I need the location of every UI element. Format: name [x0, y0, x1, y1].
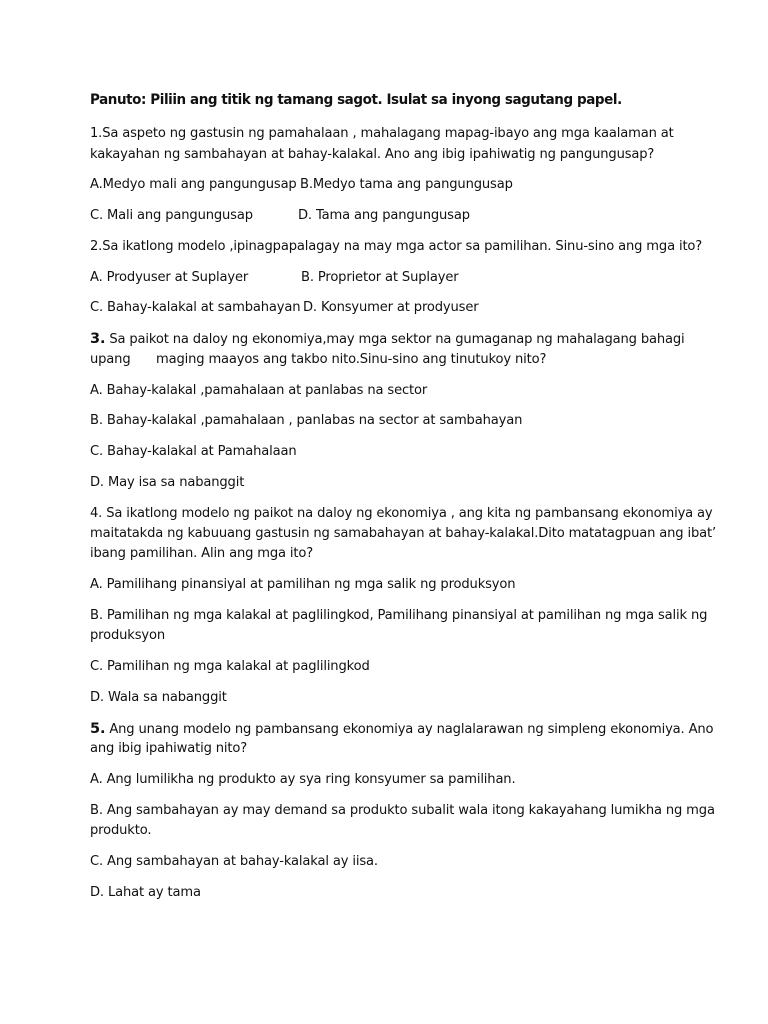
- question-1-option-c: C. Mali ang pangungusap: [90, 208, 253, 223]
- question-4-option-a: A. Pamilihang pinansiyal at pamilihan ng mga salik ng produksyon: [90, 577, 516, 592]
- question-4-option-b-line-2: produksyon: [90, 628, 165, 643]
- question-4-option-b-line-1: B. Pamilihan ng mga kalakal at paglilingkod, Pamilihang pinansiyal at pamilihan ng mga salik ng: [90, 608, 708, 623]
- question-2-options-cd: [90, 298, 479, 318]
- question-3-option-b: B. Bahay-kalakal ,pamahalaan , panlabas na sector at sambahayan: [90, 413, 523, 428]
- question-2-option-d: D. Konsyumer at prodyuser: [303, 300, 479, 315]
- question-3-option-d: D. May isa sa nabanggit: [90, 475, 245, 490]
- question-5-option-d: D. Lahat ay tama: [90, 885, 201, 900]
- question-2-option-a: A. Prodyuser at Suplayer: [90, 270, 249, 285]
- question-2-option-b: B. Proprietor at Suplayer: [301, 270, 459, 285]
- question-1-option-a: A.Medyo mali ang pangungusap: [90, 177, 297, 192]
- question-3-line-2-start: upang: [90, 352, 131, 367]
- question-4-line-2: maitatakda ng kabuuang gastusin ng samabahayan at bahay-kalakal.Dito matatagpuan ang ibat’: [90, 526, 716, 541]
- question-1-line-1: 1.Sa aspeto ng gastusin ng pamahalaan , mahalagang mapag-ibayo ang mga kaalaman at: [90, 126, 674, 141]
- question-4-line-3: ibang pamilihan. Alin ang mga ito?: [90, 546, 314, 561]
- question-5-line-1: [90, 719, 713, 740]
- question-1-option-b: B.Medyo tama ang pangungusap: [300, 177, 513, 192]
- question-2-line-1: 2.Sa ikatlong modelo ,ipinagpapalagay na may mga actor sa pamilihan. Sinu-sino ang mga ito?: [90, 239, 703, 254]
- question-5-text: Ang unang modelo ng pambansang ekonomiya ay naglalarawan ng simpleng ekonomiya. Ano: [105, 722, 714, 737]
- question-2-option-c: C. Bahay-kalakal at sambahayan: [90, 300, 301, 315]
- question-5-option-c: C. Ang sambahayan at bahay-kalakal ay iisa.: [90, 854, 378, 869]
- question-1-options-cd: [90, 206, 470, 226]
- question-3-line-2-end: maging maayos ang takbo nito.Sinu-sino ang tinutukoy nito?: [156, 352, 547, 367]
- question-5-number: 5.: [90, 721, 106, 737]
- question-3-line-2: [90, 350, 547, 370]
- question-3-line-1: [90, 329, 685, 350]
- question-5-line-2: ang ibig ipahiwatig nito?: [90, 741, 248, 756]
- question-3-number: 3.: [90, 331, 106, 347]
- question-4-option-d: D. Wala sa nabanggit: [90, 690, 227, 705]
- question-1-line-2: kakayahan ng sambahayan at bahay-kalakal. Ano ang ibig ipahiwatig ng pangungusap?: [90, 147, 655, 162]
- question-2-options-ab: [90, 268, 459, 288]
- instruction-heading: Panuto: Piliin ang titik ng tamang sagot. Isulat sa inyong sagutang papel.: [90, 92, 622, 108]
- question-4-line-1: 4. Sa ikatlong modelo ng paikot na daloy ng ekonomiya , ang kita ng pambansang ekonomiya ay: [90, 506, 713, 521]
- question-1-option-d: D. Tama ang pangungusap: [298, 208, 470, 223]
- question-3-text: Sa paikot na daloy ng ekonomiya,may mga sektor na gumaganap ng mahalagang bahagi: [105, 332, 685, 347]
- question-5-option-b-line-1: B. Ang sambahayan ay may demand sa produkto subalit wala itong kakayahang lumikha ng mga: [90, 803, 715, 818]
- question-3-option-c: C. Bahay-kalakal at Pamahalaan: [90, 444, 297, 459]
- question-4-option-c: C. Pamilihan ng mga kalakal at paglilingkod: [90, 659, 370, 674]
- question-1-options-ab: [90, 175, 513, 195]
- question-5-option-a: A. Ang lumilikha ng produkto ay sya ring konsyumer sa pamilihan.: [90, 772, 516, 787]
- question-5-option-b-line-2: produkto.: [90, 823, 152, 838]
- question-3-option-a: A. Bahay-kalakal ,pamahalaan at panlabas na sector: [90, 383, 428, 398]
